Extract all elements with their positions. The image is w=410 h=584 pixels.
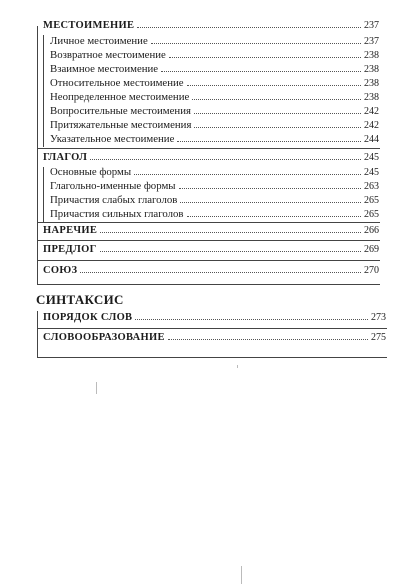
toc-entry-page: 245: [364, 167, 379, 178]
dot-leader: [161, 71, 361, 72]
toc-entry-page: 270: [364, 265, 379, 276]
toc-entry-personal-pronoun[interactable]: [50, 35, 379, 49]
toc-entry-label: Основные формы: [50, 166, 132, 178]
toc-entry-label: ПОРЯДОК СЛОВ: [43, 312, 133, 323]
toc-entry-label: ПРЕДЛОГ: [43, 244, 97, 255]
toc-entry-relative-pronoun[interactable]: [50, 77, 379, 91]
toc-entry-page: 244: [364, 134, 379, 145]
dot-leader: [134, 174, 361, 175]
toc-entry-reciprocal-pronoun[interactable]: [50, 63, 379, 77]
dot-leader: [187, 85, 361, 86]
scan-mark: [96, 382, 97, 394]
adverb-underline: [37, 240, 380, 241]
toc-entry-weak-participles[interactable]: [50, 194, 379, 208]
toc-entry-indefinite-pronoun[interactable]: [50, 91, 379, 105]
toc-entry-page: 242: [364, 106, 379, 117]
toc-entry-adverb[interactable]: [43, 225, 379, 239]
toc-entry-verbal-noun-forms[interactable]: [50, 180, 379, 194]
toc-entry-page: 266: [364, 225, 379, 236]
toc-entry-strong-participles[interactable]: [50, 208, 379, 222]
dot-leader: [169, 57, 361, 58]
toc-entry-word-formation[interactable]: [43, 332, 386, 346]
morphology-bracket: [37, 26, 38, 284]
toc-entry-page: 245: [364, 152, 379, 163]
toc-entry-label: ГЛАГОЛ: [43, 152, 88, 163]
toc-entry-page: 237: [364, 36, 379, 47]
dot-leader: [194, 127, 361, 128]
pronoun-group-bracket: [43, 35, 44, 147]
toc-entry-conjunction[interactable]: [43, 265, 379, 279]
word-formation-underline: [37, 357, 387, 358]
toc-entry-label: МЕСТОИМЕНИЕ: [43, 20, 135, 31]
toc-entry-page: 242: [364, 120, 379, 131]
toc-entry-label: Глагольно-именные формы: [50, 180, 176, 192]
toc-entry-label: Причастия слабых глаголов: [50, 194, 178, 206]
scan-mark: [237, 365, 238, 368]
toc-entry-interrogative-pronouns[interactable]: [50, 105, 379, 119]
toc-entry-label: Взаимное местоимение: [50, 63, 159, 75]
dot-leader: [168, 339, 368, 340]
pronoun-group-underline: [37, 148, 380, 149]
toc-entry-page: 275: [371, 332, 386, 343]
dot-leader: [80, 272, 361, 273]
toc-entry-page: 263: [364, 181, 379, 192]
toc-entry-page: 238: [364, 50, 379, 61]
toc-entry-label: Неопределенное местоимение: [50, 91, 190, 103]
toc-entry-page: 265: [364, 195, 379, 206]
toc-entry-reflexive-pronoun[interactable]: [50, 49, 379, 63]
toc-entry-label: СОЮЗ: [43, 265, 78, 276]
dot-leader: [177, 141, 361, 142]
toc-entry-demonstrative-pronoun[interactable]: [50, 133, 379, 147]
word-order-underline: [37, 328, 387, 329]
toc-entry-label: Относительное местоимение: [50, 77, 184, 89]
toc-entry-verb[interactable]: [43, 152, 379, 166]
toc-entry-page: 237: [364, 20, 379, 31]
toc-entry-preposition[interactable]: [43, 244, 379, 258]
dot-leader: [179, 188, 361, 189]
dot-leader: [194, 113, 361, 114]
toc-entry-label: Возвратное местоимение: [50, 49, 166, 61]
toc-entry-page: 273: [371, 312, 386, 323]
verb-group-underline: [37, 222, 380, 223]
dot-leader: [151, 43, 361, 44]
dot-leader: [137, 27, 361, 28]
toc-entry-word-order[interactable]: [43, 312, 386, 326]
toc-entry-label: НАРЕЧИЕ: [43, 225, 98, 236]
toc-entry-page: 238: [364, 64, 379, 75]
toc-entry-label: Притяжательные местоимения: [50, 119, 192, 131]
dot-leader: [192, 99, 361, 100]
conjunction-underline: [37, 284, 380, 285]
verb-group-bracket: [43, 167, 44, 222]
toc-entry-label: Вопросительные местоимения: [50, 105, 191, 117]
preposition-underline: [37, 260, 380, 261]
dot-leader: [135, 319, 368, 320]
toc-entry-page: 269: [364, 244, 379, 255]
toc-entry-page: 238: [364, 92, 379, 103]
toc-entry-page: 238: [364, 78, 379, 89]
section-title-syntax: СИНТАКСИС: [36, 292, 124, 307]
scan-mark: [241, 566, 242, 584]
toc-entry-label: СЛОВООБРАЗОВАНИЕ: [43, 332, 165, 343]
dot-leader: [100, 251, 361, 252]
dot-leader: [187, 216, 361, 217]
syntax-bracket: [37, 311, 38, 358]
toc-entry-label: Личное местоимение: [50, 35, 148, 47]
toc-entry-basic-forms[interactable]: [50, 166, 379, 180]
toc-entry-possessive-pronouns[interactable]: [50, 119, 379, 133]
toc-entry-pronoun[interactable]: [43, 20, 379, 34]
dot-leader: [90, 159, 361, 160]
toc-entry-label: Причастия сильных глаголов: [50, 208, 184, 220]
toc-entry-page: 265: [364, 209, 379, 220]
dot-leader: [100, 232, 361, 233]
dot-leader: [180, 202, 361, 203]
toc-entry-label: Указательное местоимение: [50, 133, 175, 145]
